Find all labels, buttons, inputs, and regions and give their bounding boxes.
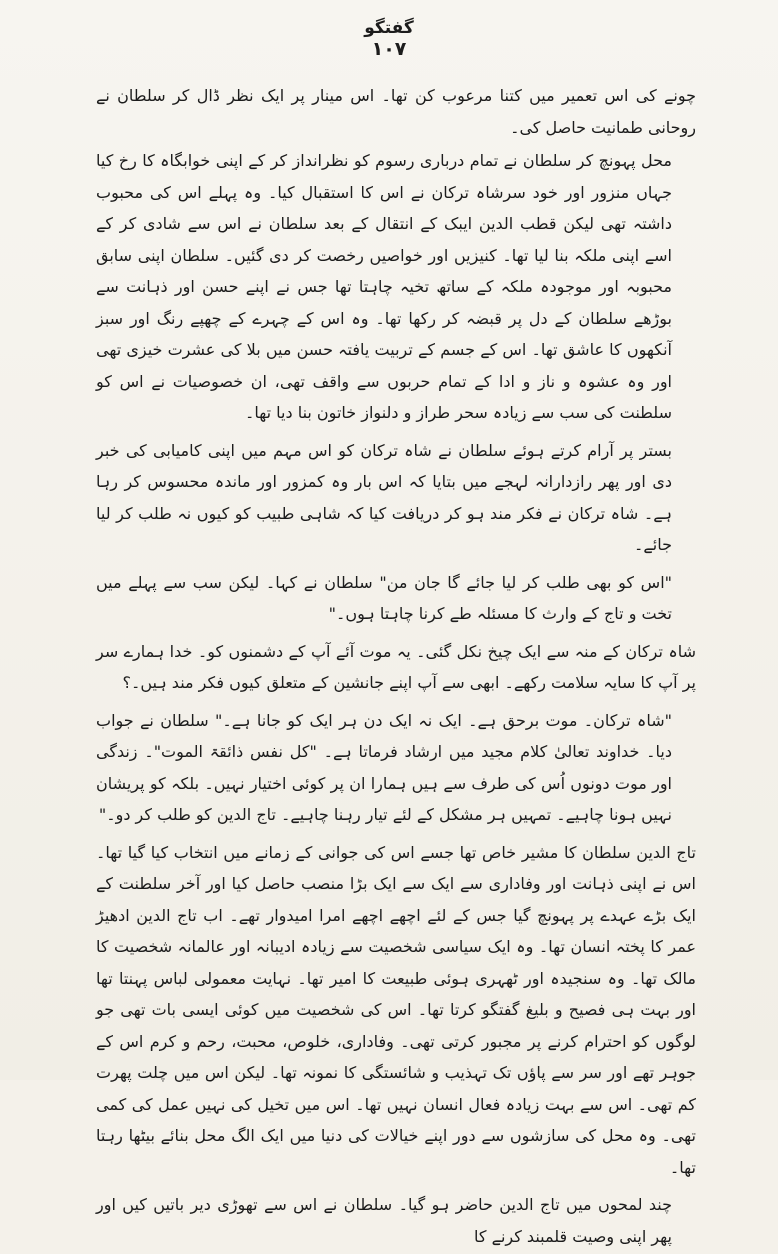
paragraph: تاج الدین سلطان کا مشیر خاص تھا جسے اس کی جوانی کے زمانے میں انتخاب کیا گیا تھا۔ اس نے اپنی ذہانت اور وفاداری سے ایک سے ایک بڑا منصب حاصل کیا اور آخر سلطنت کے ایک بڑے عہدے پر پہونچ گیا جس کے لئے اچھے اچھے امرا امیدوار تھے۔ اب تاج الدین ادھیڑ عمر کا پختہ انسان تھا۔ وہ ایک سیاسی شخصیت سے زیادہ ادیبانہ اور عالمانہ شخصیت کا مالک تھا۔ وہ سنجیدہ اور ٹھہری ہوئی طبیعت کا امیر تھا۔ نہایت معمولی لباس پہنتا تھا اور بہت ہی فصیح و بلیغ گفتگو کرتا تھا۔ اس کی شخصیت میں کوئی ایسی بات تھی جو لوگوں کو احترام کرنے پر مجبور کرتی تھی۔ وفاداری، خلوص، محبت، رحم و کرم اس کے جوہر تھے اور سر سے پاؤں تک تہذیب و شائستگی کا نمونہ تھا۔ لیکن اس میں چلت پھرت کم تھی۔ اس سے بہت زیادہ فعال انسان نہیں تھا۔ اس میں تخیل کی نہیں عمل کی کمی تھی۔ وہ محل کی سازشوں سے دور اپنے خیالات کی دنیا میں ایک الگ محل بنائے بیٹھا رہتا تھا۔ (96, 842, 696, 1177)
running-title: گفتگو (364, 18, 414, 38)
paragraph: چند لمحوں میں تاج الدین حاضر ہو گیا۔ سلطان نے اس سے تھوڑی دیر باتیں کیں اور پھر اپنی وصیت قلمبند کرنے کا (96, 1195, 672, 1246)
page-number: ۱۰۷ (371, 38, 407, 60)
page-header (0, 18, 778, 78)
body-text (96, 80, 696, 1254)
paragraph: محل پہونچ کر سلطان نے تمام درباری رسوم کو نظرانداز کر کے اپنی خوابگاہ کا رخ کیا جہاں منزور اور خود سرشاہ ترکان نے اس کا استقبال کیا۔ وہ پہلے اس کی محبوب داشتہ تھی لیکن قطب الدین ایبک کے انتقال کے بعد سلطان نے اس سے شادی کر کے اسے اپنی ملکہ بنا لیا تھا۔ کنیزیں اور خواصیں رخصت کر دی گئیں۔ سلطان اپنی سابق محبوبہ اور موجودہ ملکہ کے ساتھ تخیہ چاہتا تھا جس نے اپنے حسن اور ذہانت سے بوڑھے سلطان کے دل پر قبضہ کر رکھا تھا۔ وہ اس کے چہرے کے چھپے رنگ اور سبز آنکھوں کا عاشق تھا۔ اس کے جسم کے تربیت یافتہ حسن میں بلا کی عشرت خیزی تھی اور وہ عشوہ و ناز و ادا کے تمام حربوں سے واقف تھی، ان خصوصیات نے اس کو سلطنت کی سب سے زیادہ سحر طراز و دلنواز خاتون بنا دیا تھا۔ (96, 151, 673, 422)
paragraph: بستر پر آرام کرتے ہوئے سلطان نے شاہ ترکان کو اس مہم میں اپنی کامیابی کی خبر دی اور پھر رازدارانہ لہجے میں بتایا کہ اس بار وہ کمزور اور ماندہ محسوس کر رہا ہے۔ شاہ ترکان نے فکر مند ہو کر دریافت کیا کہ شاہی طبیب کو کیوں نہ طلب کر لیا جائے۔ (96, 440, 672, 554)
paragraph: چونے کی اس تعمیر میں کتنا مرعوب کن تھا۔ اس مینار پر ایک نظر ڈال کر سلطان نے روحانی طمانیت حاصل کی۔ (96, 86, 696, 137)
paragraph: "شاہ ترکان۔ موت برحق ہے۔ ایک نہ ایک دن ہر ایک کو جانا ہے۔" سلطان نے جواب دیا۔ خداوند تعالیٰ کلام مجید میں ارشاد فرماتا ہے۔ "کل نفس ذائقۃ الموت"۔ زندگی اور موت دونوں اُس کی طرف سے ہیں ہمارا ان پر کوئی اختیار نہیں۔ بلکہ کو پریشان نہیں ہونا چاہیے۔ تمہیں ہر مشکل کے لئے تیار رہنا چاہیے۔ تاج الدین کو طلب کر دو۔" (96, 710, 672, 824)
paragraph: "اس کو بھی طلب کر لیا جائے گا جان من" سلطان نے کہا۔ لیکن سب سے پہلے میں تخت و تاج کے وارث کا مسئلہ طے کرنا چاہتا ہوں۔" (96, 572, 672, 623)
paragraph: شاہ ترکان کے منہ سے ایک چیخ نکل گئی۔ یہ موت آئے آپ کے دشمنوں کو۔ خدا ہمارے سر پر آپ کا سایہ سلامت رکھے۔ ابھی سے آپ اپنے جانشین کے متعلق کیوں فکر مند ہیں۔؟ (96, 641, 696, 692)
